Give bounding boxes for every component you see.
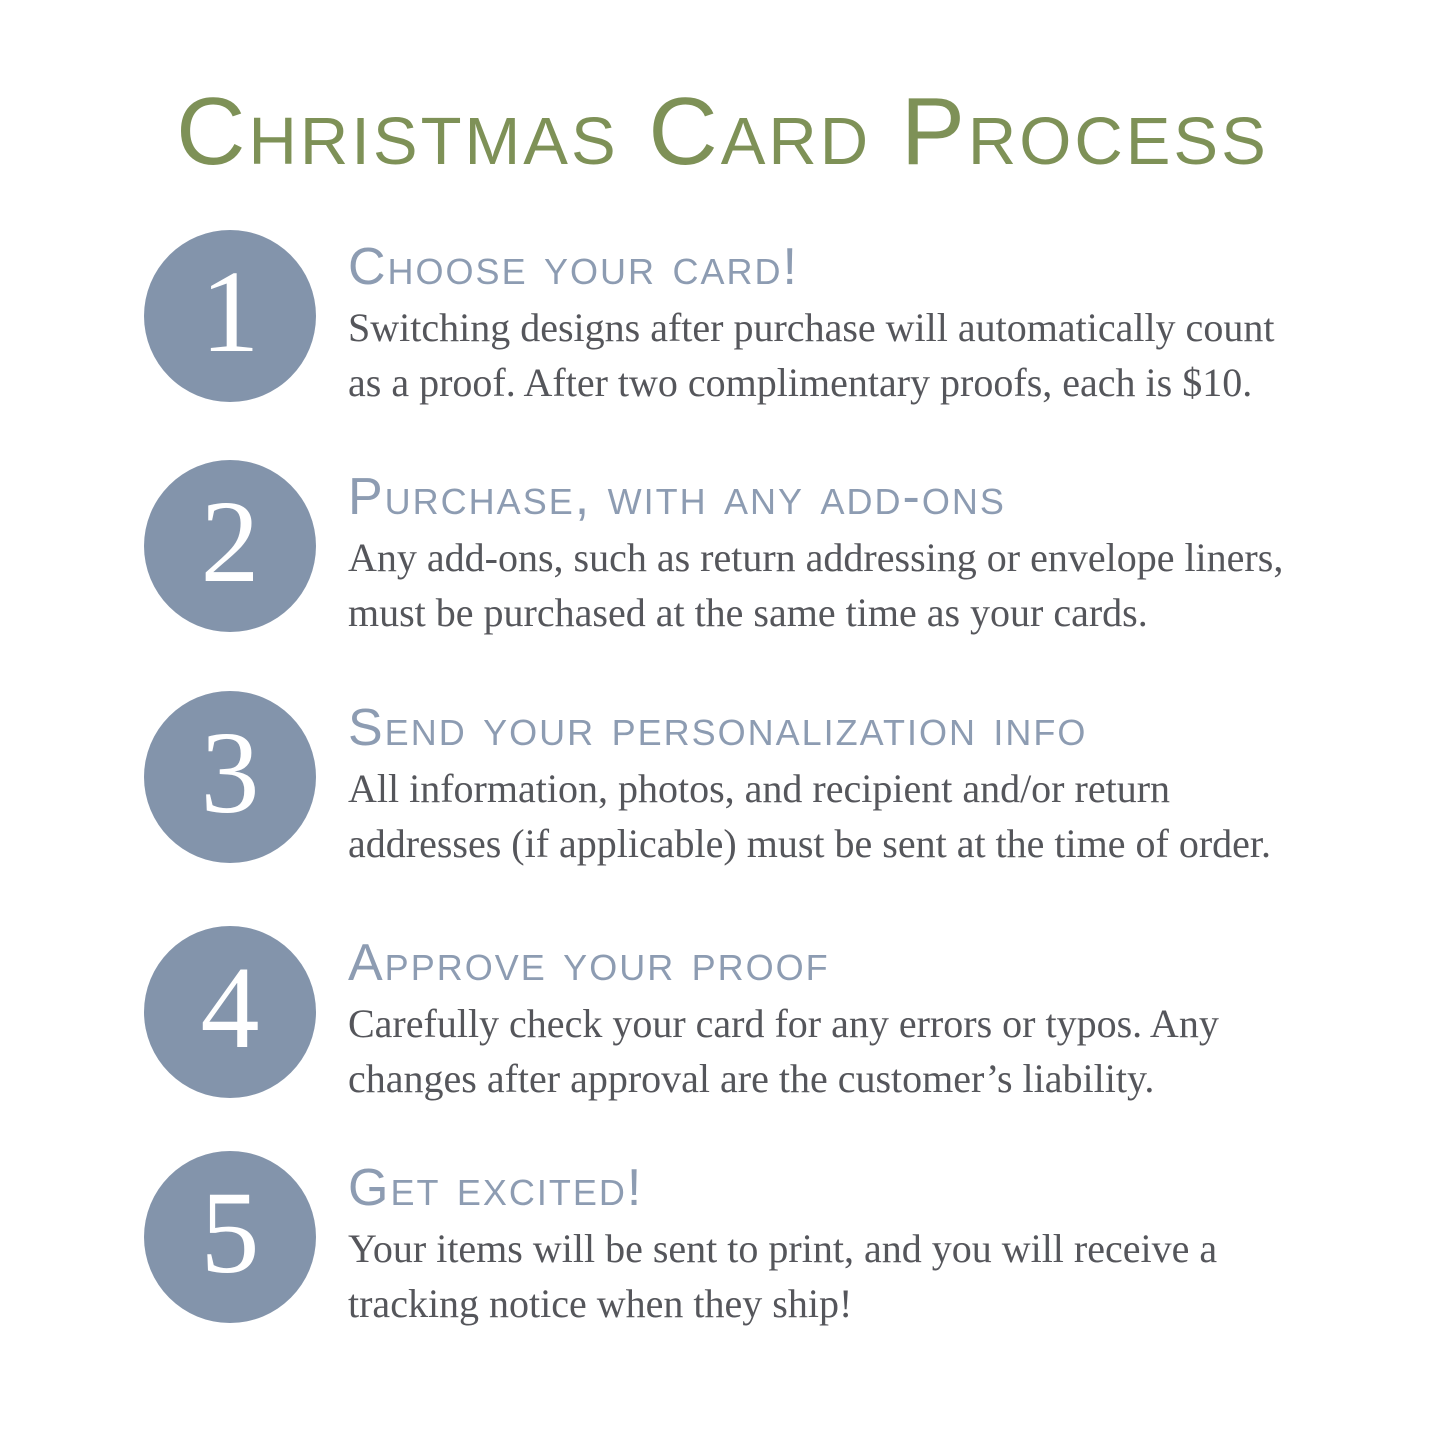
step-content: [348, 230, 1274, 410]
step-description: [348, 1221, 1217, 1331]
step-number-badge: [144, 230, 316, 402]
step-description-line: Any add-ons, such as return addressing or envelope liners,: [348, 535, 1284, 580]
step-heading: Get excited!: [348, 1159, 644, 1217]
step-description: [348, 996, 1219, 1106]
step-description-line: must be purchased at the same time as your cards.: [348, 590, 1148, 635]
step-description: [348, 300, 1274, 410]
process-step-1: [144, 230, 1274, 410]
step-heading: Approve your proof: [348, 934, 830, 992]
step-number: 3: [200, 707, 260, 838]
page-title: Christmas Card Process: [176, 78, 1269, 185]
step-description-line: All information, photos, and recipient and/or return: [348, 766, 1171, 811]
step-content: [348, 691, 1271, 871]
step-number-badge: [144, 460, 316, 632]
step-description-line: as a proof. After two complimentary proofs, each is $10.: [348, 360, 1253, 405]
step-description-line: changes after approval are the customer’s liability.: [348, 1056, 1155, 1101]
step-content: [348, 460, 1283, 640]
step-heading: Choose your card!: [348, 238, 799, 296]
step-number: 2: [200, 476, 260, 607]
step-content: [348, 926, 1219, 1106]
step-number-badge: [144, 926, 316, 1098]
step-content: [348, 1151, 1217, 1331]
step-description-line: Carefully check your card for any errors or typos. Any: [348, 1001, 1219, 1046]
step-number-badge: [144, 1151, 316, 1323]
process-step-3: [144, 691, 1271, 871]
step-heading: Send your personalization info: [348, 699, 1088, 757]
step-number: 1: [200, 246, 260, 377]
process-step-2: [144, 460, 1283, 640]
process-step-5: [144, 1151, 1217, 1331]
process-step-4: [144, 926, 1219, 1106]
step-description: [348, 530, 1283, 640]
step-number-badge: [144, 691, 316, 863]
step-number: 5: [200, 1167, 260, 1298]
step-description-line: tracking notice when they ship!: [348, 1281, 853, 1326]
step-description: [348, 761, 1271, 871]
step-number: 4: [200, 942, 260, 1073]
step-description-line: Switching designs after purchase will automatically count: [348, 305, 1275, 350]
step-description-line: addresses (if applicable) must be sent at the time of order.: [348, 821, 1272, 866]
step-description-line: Your items will be sent to print, and you will receive a: [348, 1226, 1218, 1271]
step-heading: Purchase, with any add-ons: [348, 468, 1006, 526]
